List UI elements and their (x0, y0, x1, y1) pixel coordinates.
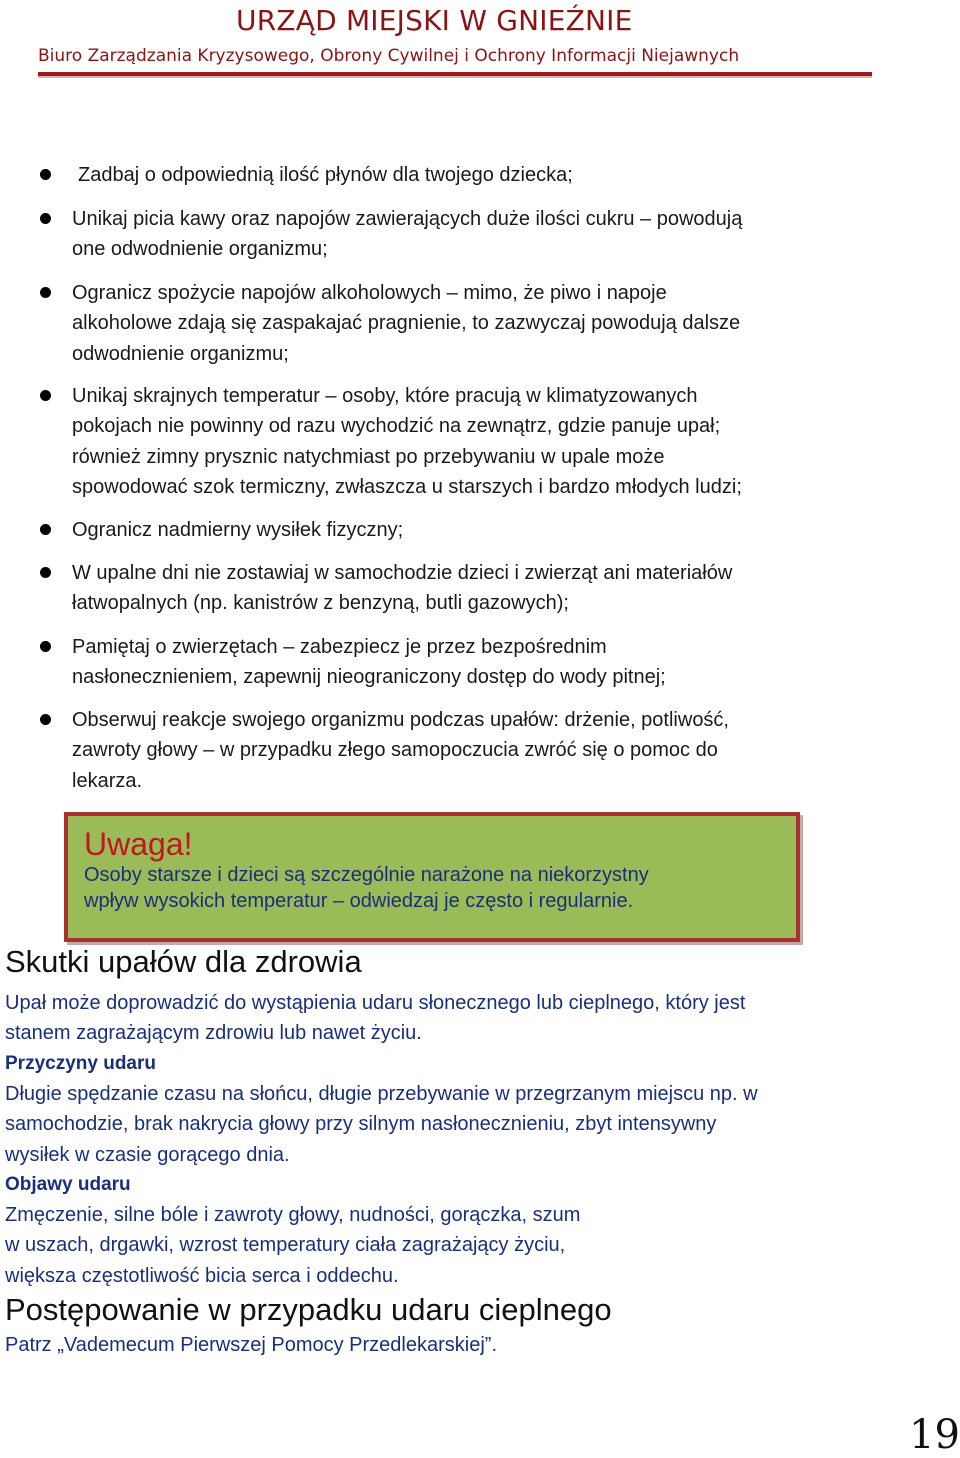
procedure-reference: Patrz „Vademecum Pierwszej Pomocy Przedlekarskiej”. (5, 1334, 498, 1356)
bullet-dot-icon (40, 641, 51, 652)
symptoms-text (5, 1200, 580, 1291)
list-item-line: odwodnienie organizmu; (72, 342, 289, 365)
list-item-line: alkoholowe zdają się zaspakajać pragnienie, to zazwyczaj powodują dalsze (72, 312, 741, 335)
list-item-line: zawroty głowy – w przypadku złego samopoczucia zwróć się o pomoc do (72, 739, 718, 762)
paragraph-line: Długie spędzanie czasu na słońcu, długie przebywanie w przegrzanym miejscu np. w (5, 1083, 758, 1105)
list-item-line: nasłonecznieniem, zapewnij nieograniczony dostęp do wody pitnej; (72, 666, 666, 689)
list-item-line: Ogranicz spożycie napojów alkoholowych – mimo, że piwo i napoje (72, 282, 667, 304)
bullet-dot-icon (40, 714, 51, 725)
bullet-dot-icon (40, 169, 51, 180)
list-item-line: Ogranicz nadmierny wysiłek fizyczny; (72, 519, 404, 541)
paragraph-line: wysiłek w czasie gorącego dnia. (5, 1143, 290, 1166)
bullet-dot-icon (40, 524, 51, 535)
warning-title: Uwaga! (84, 826, 193, 862)
office-subtitle: Biuro Zarządzania Kryzysowego, Obrony Cywilnej i Ochrony Informacji Niejawnych (38, 46, 740, 66)
bullet-dot-icon (40, 390, 51, 401)
health-effects-intro (5, 988, 745, 1049)
bullet-dot-icon (40, 287, 51, 298)
list-item-line: Obserwuj reakcje swojego organizmu podczas upałów: drżenie, potliwość, (72, 709, 729, 731)
list-item-line: one odwodnienie organizmu; (72, 238, 328, 261)
paragraph-line: Upał może doprowadzić do wystąpienia udaru słonecznego lub cieplnego, który jest (5, 992, 746, 1014)
paragraph-line: Zmęczenie, silne bóle i zawroty głowy, nudności, gorączka, szum (5, 1204, 581, 1226)
list-item-line: Unikaj skrajnych temperatur – osoby, które pracują w klimatyzowanych (72, 385, 698, 407)
warning-line: wpływ wysokich temperatur – odwiedzaj je często i regularnie. (84, 890, 634, 912)
subheading-causes: Przyczyny udaru (5, 1053, 156, 1074)
list-item-line: spowodować szok termiczny, zwłaszcza u starszych i bardzo młodych ludzi; (72, 476, 742, 499)
bullet-dot-icon (40, 213, 51, 224)
page-number: 19 (909, 1412, 960, 1458)
list-item-line: łatwopalnych (np. kanistrów z benzyną, butli gazowych); (72, 592, 569, 615)
bullet-dot-icon (40, 567, 51, 578)
paragraph-line: w uszach, drgawki, wzrost temperatury ciała zagrażający życiu, (5, 1234, 566, 1257)
causes-text (5, 1079, 758, 1170)
paragraph-line: stanem zagrażającym zdrowiu lub nawet życiu. (5, 1022, 422, 1045)
list-item-line: lekarza. (72, 769, 143, 792)
warning-line: Osoby starsze i dzieci są szczególnie narażone na niekorzystny (84, 864, 649, 886)
list-item-line: również zimny prysznic natychmiast po przebywaniu w upale może (72, 445, 665, 468)
header-rule (38, 72, 872, 78)
list-item-line: W upalne dni nie zostawiaj w samochodzie dzieci i zwierząt ani materiałów (72, 562, 733, 584)
list-item-line: Unikaj picia kawy oraz napojów zawierających duże ilości cukru – powodują (72, 208, 743, 230)
list-item-line: pokojach nie powinny od razu wychodzić na zewnątrz, gdzie panuje upał; (72, 415, 721, 438)
paragraph-line: większa częstotliwość bicia serca i oddechu. (5, 1264, 399, 1287)
office-title: URZĄD MIEJSKI W GNIEŹNIE (236, 4, 633, 37)
list-item-line: Pamiętaj o zwierzętach – zabezpiecz je przez bezpośrednim (72, 636, 607, 658)
list-item-line: Zadbaj o odpowiednią ilość płynów dla twojego dziecka; (78, 164, 573, 186)
subheading-symptoms: Objawy udaru (5, 1174, 131, 1195)
warning-box (64, 812, 800, 942)
warning-text (84, 862, 649, 914)
section-heading-heatstroke-procedure: Postępowanie w przypadku udaru cieplnego (5, 1292, 612, 1327)
paragraph-line: samochodzie, brak nakrycia głowy przy silnym nasłonecznieniu, zbyt intensywny (5, 1113, 717, 1136)
section-heading-health-effects: Skutki upałów dla zdrowia (5, 944, 362, 979)
